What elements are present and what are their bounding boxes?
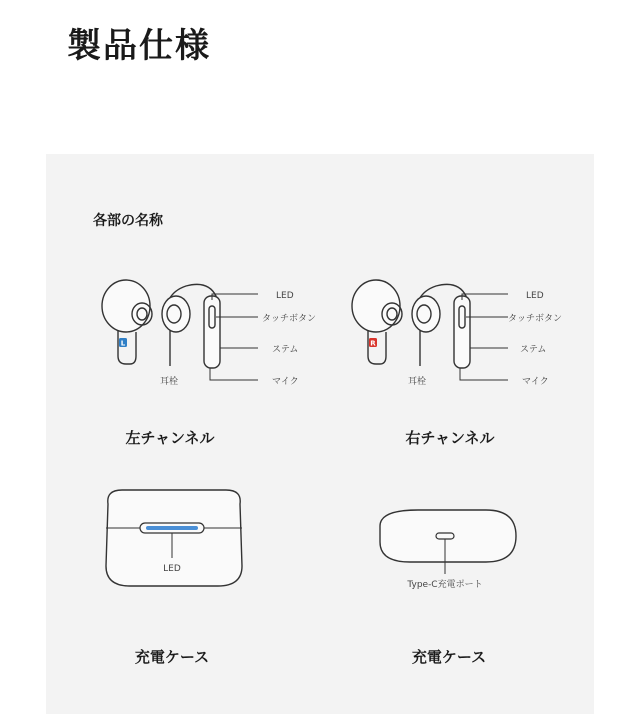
left-mic-label: マイク [272,377,299,387]
page-title: 製品仕様 [67,26,211,66]
right-eartip-label: 耳栓 [408,377,427,387]
right-badge-label: R [370,339,376,348]
usb-c-port-icon [436,533,454,539]
section-heading: 各部の名称 [93,213,163,229]
case-led-label: LED [163,564,181,574]
case-port-label: Type-C充電ポート [407,580,483,590]
left-eartip-label: 耳栓 [160,377,179,387]
case-bottom-figure [380,510,516,574]
right-mic-label: マイク [522,377,549,387]
case-bottom-caption: 充電ケース [411,648,487,666]
left-channel-caption: 左チャンネル [125,429,215,447]
spec-panel [46,154,594,714]
right-channel-caption: 右チャンネル [405,429,495,447]
left-badge-label: L [120,339,126,348]
right-touch-label: タッチボタン [508,314,563,324]
left-stem-label: ステム [272,345,299,355]
right-earbud-figure [352,280,470,368]
left-earbud-figure [102,280,220,368]
right-stem-label: ステム [520,345,547,355]
left-touch-label: タッチボタン [262,314,317,324]
led-bar-indicator [146,526,198,530]
left-led-label: LED [276,291,294,301]
right-led-label: LED [526,291,544,301]
case-front-caption: 充電ケース [134,648,210,666]
